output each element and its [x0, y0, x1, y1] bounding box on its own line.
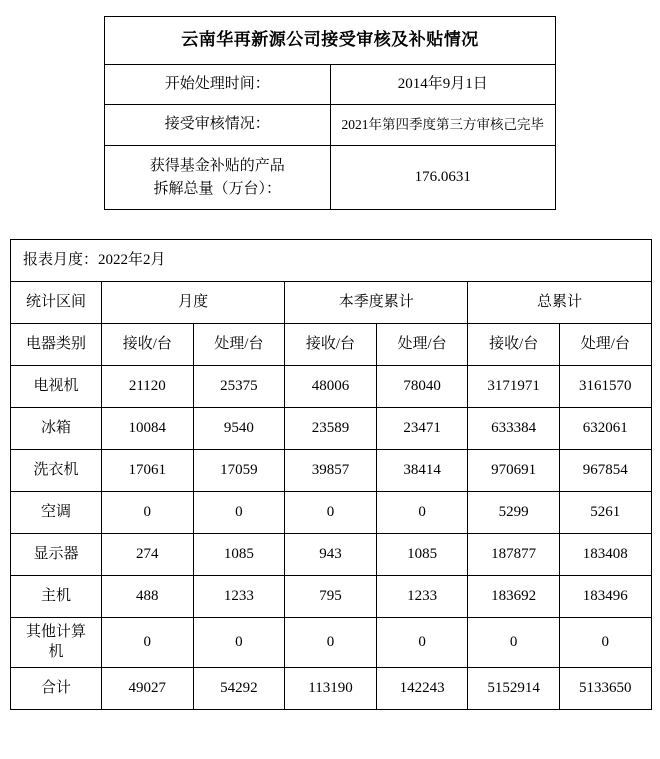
cell-host-monthly-received: 488: [102, 576, 194, 618]
cell-fridge-total-processed: 632061: [559, 408, 651, 450]
group-header-total: 总累计: [468, 282, 651, 324]
cell-aircon-monthly-received: 0: [102, 492, 194, 534]
cell-monitor-total-processed: 183408: [559, 534, 651, 576]
cell-fridge-quarter-processed: 23471: [376, 408, 468, 450]
summary-row-audit-status: [105, 105, 556, 146]
audit-summary-section: [104, 16, 556, 210]
audit-summary-table: [104, 16, 556, 210]
row-label-monitor: 显示器: [11, 534, 102, 576]
cell-other-monthly-received: 0: [102, 618, 194, 668]
row-label-other-computer-line1: 其他计算: [25, 624, 86, 640]
cell-washer-total-received: 970691: [468, 450, 560, 492]
cell-aircon-quarter-processed: 0: [376, 492, 468, 534]
cell-tv-total-processed: 3161570: [559, 366, 651, 408]
group-header-monthly: 月度: [102, 282, 285, 324]
cell-total-total-processed: 5133650: [559, 667, 651, 709]
cell-washer-monthly-received: 17061: [102, 450, 194, 492]
stat-range-header: 统计区间: [11, 282, 102, 324]
cell-fridge-total-received: 633384: [468, 408, 560, 450]
cell-monitor-monthly-processed: 1085: [193, 534, 285, 576]
group-header-quarter: 本季度累计: [285, 282, 468, 324]
cell-host-total-processed: 183496: [559, 576, 651, 618]
subsidy-total-value: 176.0631: [330, 146, 556, 210]
summary-row-subsidy-total: [105, 146, 556, 210]
cell-other-total-processed: 0: [559, 618, 651, 668]
subsidy-total-label: [105, 146, 331, 210]
row-label-tv: 电视机: [11, 366, 102, 408]
row-label-aircon: 空调: [11, 492, 102, 534]
cell-washer-quarter-received: 39857: [285, 450, 377, 492]
monthly-report-table: [10, 239, 652, 710]
table-row: [11, 534, 652, 576]
cell-host-quarter-received: 795: [285, 576, 377, 618]
table-row: [11, 450, 652, 492]
cell-host-monthly-processed: 1233: [193, 576, 285, 618]
cell-other-total-received: 0: [468, 618, 560, 668]
table-row: [11, 667, 652, 709]
summary-title-row: [105, 17, 556, 65]
cell-monitor-total-received: 187877: [468, 534, 560, 576]
cell-host-total-received: 183692: [468, 576, 560, 618]
cell-fridge-quarter-received: 23589: [285, 408, 377, 450]
cell-tv-quarter-received: 48006: [285, 366, 377, 408]
row-label-total: 合计: [11, 667, 102, 709]
audit-status-label: 接受审核情况：: [105, 105, 331, 146]
cell-fridge-monthly-received: 10084: [102, 408, 194, 450]
cell-total-quarter-processed: 142243: [376, 667, 468, 709]
summary-title: 云南华再新源公司接受审核及补贴情况: [105, 17, 556, 65]
report-sub-header-row: [11, 324, 652, 366]
cell-tv-total-received: 3171971: [468, 366, 560, 408]
cell-host-quarter-processed: 1233: [376, 576, 468, 618]
report-group-header-row: [11, 282, 652, 324]
cell-total-total-received: 5152914: [468, 667, 560, 709]
cell-monitor-monthly-received: 274: [102, 534, 194, 576]
cell-tv-quarter-processed: 78040: [376, 366, 468, 408]
table-row: [11, 366, 652, 408]
report-month-row: [11, 240, 652, 282]
table-row: [11, 492, 652, 534]
cell-other-monthly-processed: 0: [193, 618, 285, 668]
cell-monitor-quarter-processed: 1085: [376, 534, 468, 576]
cell-aircon-quarter-received: 0: [285, 492, 377, 534]
table-row: [11, 408, 652, 450]
row-label-other-computer-line2: 机: [48, 644, 64, 661]
sub-header-total-received: 接收/台: [468, 324, 560, 366]
row-label-host: 主机: [11, 576, 102, 618]
monthly-report-section: [10, 239, 651, 710]
cell-aircon-total-received: 5299: [468, 492, 560, 534]
category-header: 电器类别: [11, 324, 102, 366]
cell-tv-monthly-processed: 25375: [193, 366, 285, 408]
cell-total-quarter-received: 113190: [285, 667, 377, 709]
cell-washer-total-processed: 967854: [559, 450, 651, 492]
row-label-other-computer: [11, 618, 102, 668]
subsidy-total-label-line2: 拆解总量（万台）：: [153, 180, 281, 197]
cell-tv-monthly-received: 21120: [102, 366, 194, 408]
table-row: [11, 576, 652, 618]
cell-other-quarter-received: 0: [285, 618, 377, 668]
cell-aircon-monthly-processed: 0: [193, 492, 285, 534]
start-time-label: 开始处理时间：: [105, 64, 331, 105]
cell-monitor-quarter-received: 943: [285, 534, 377, 576]
sub-header-quarter-processed: 处理/台: [376, 324, 468, 366]
cell-fridge-monthly-processed: 9540: [193, 408, 285, 450]
subsidy-total-label-line1: 获得基金补贴的产品: [149, 158, 285, 175]
row-label-washer: 洗衣机: [11, 450, 102, 492]
cell-total-monthly-processed: 54292: [193, 667, 285, 709]
sub-header-total-processed: 处理/台: [559, 324, 651, 366]
summary-row-start-time: [105, 64, 556, 105]
sub-header-monthly-processed: 处理/台: [193, 324, 285, 366]
start-time-value: 2014年9月1日: [330, 64, 556, 105]
cell-aircon-total-processed: 5261: [559, 492, 651, 534]
sub-header-quarter-received: 接收/台: [285, 324, 377, 366]
row-label-fridge: 冰箱: [11, 408, 102, 450]
report-month-label: 报表月度：2022年2月: [11, 240, 652, 282]
cell-washer-quarter-processed: 38414: [376, 450, 468, 492]
audit-status-value: 2021年第四季度第三方审核己完毕: [330, 105, 556, 146]
cell-washer-monthly-processed: 17059: [193, 450, 285, 492]
sub-header-monthly-received: 接收/台: [102, 324, 194, 366]
table-row: [11, 618, 652, 668]
cell-other-quarter-processed: 0: [376, 618, 468, 668]
cell-total-monthly-received: 49027: [102, 667, 194, 709]
